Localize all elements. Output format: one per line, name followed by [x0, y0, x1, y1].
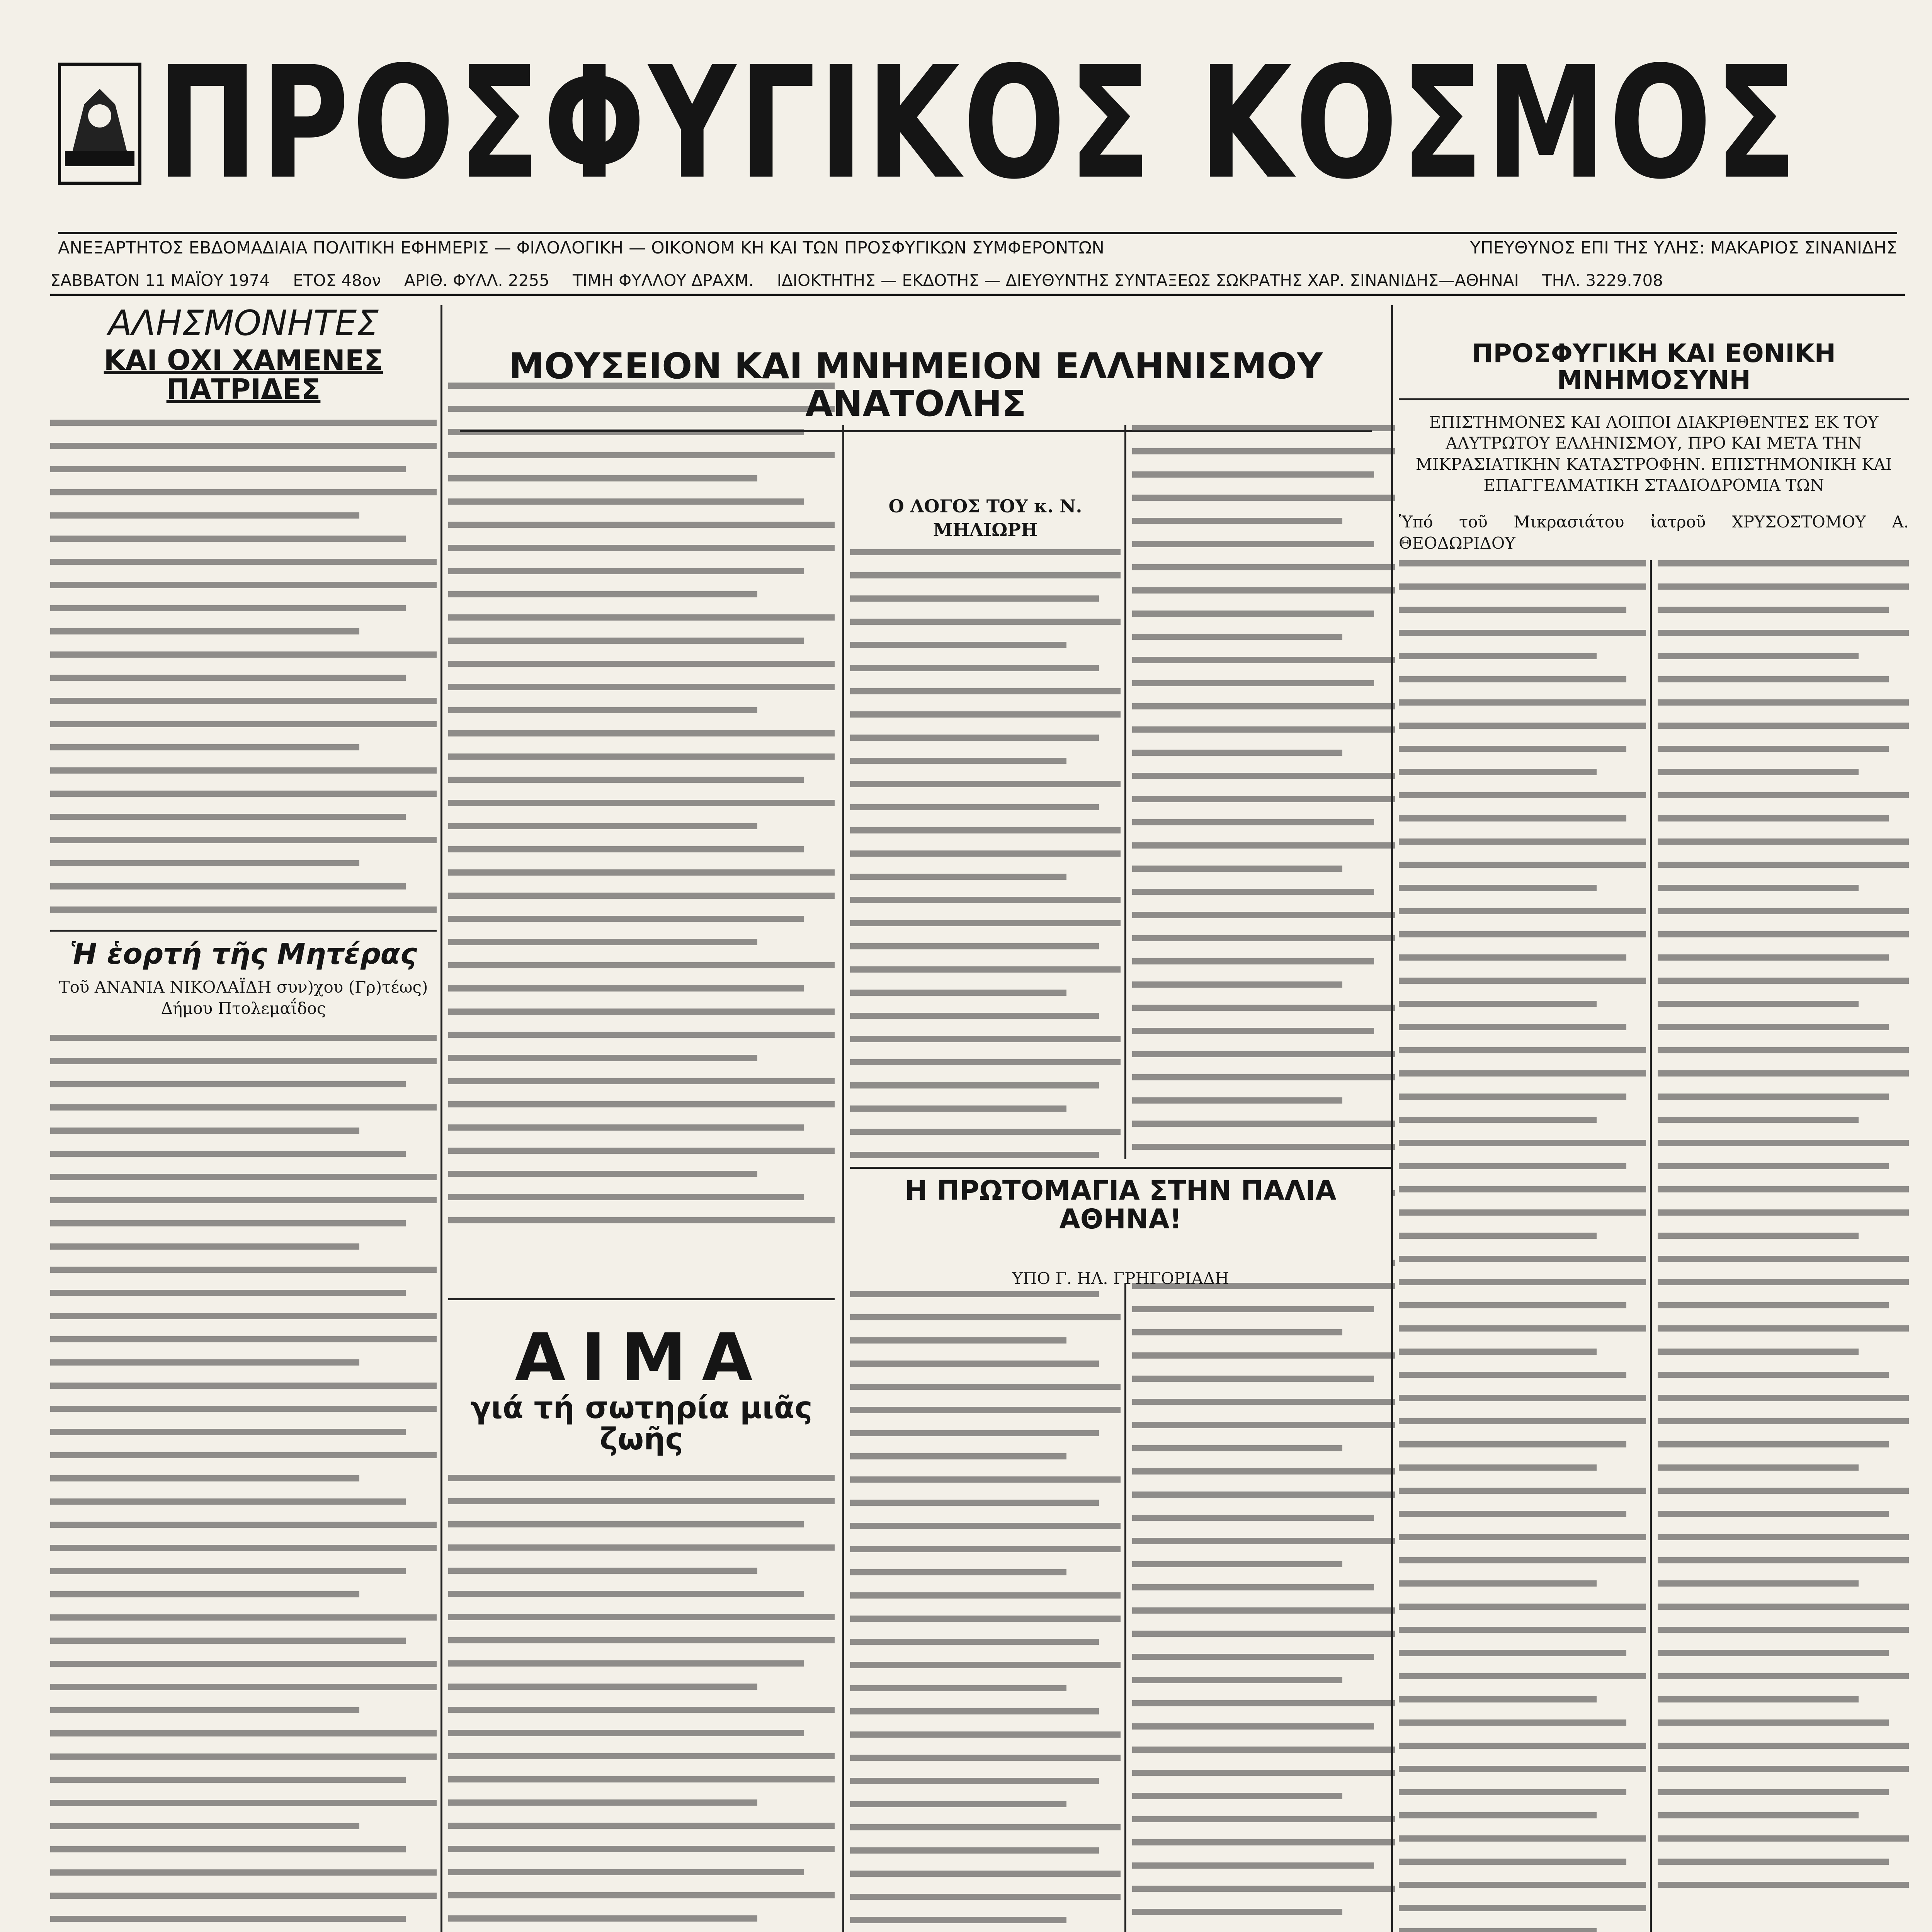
divider: [50, 930, 437, 932]
article-3-subtitle: γιά τή σωτηρία μιᾶς ζωῆς: [470, 1390, 813, 1457]
article-6-body-continued: [1658, 560, 1909, 1932]
issue-info-bar: [50, 267, 1905, 296]
article-6-body: [1399, 560, 1646, 1932]
issue-date: ΣΑΒΒΑΤΟΝ 11 ΜΑΪΟΥ 1974: [50, 270, 270, 290]
article-3-title: ΑΙΜΑ: [515, 1320, 768, 1396]
article-4-header: [460, 345, 1372, 425]
issue-number: ΑΡΙΘ. ΦΥΛΛ. 2255: [404, 270, 549, 290]
emblem-icon: [61, 73, 138, 174]
newspaper-title: ΠΡΟΣΦΥΓΙΚΟΣ ΚΟΣΜΟΣ: [157, 34, 1800, 213]
column-rule: [842, 425, 844, 1932]
column-5: [1399, 560, 1646, 1932]
article-6-header: [1399, 305, 1909, 553]
column-6: [1658, 560, 1909, 1932]
article-2-byline: Τοῦ ΑΝΑΝΙΑ ΝΙΚΟΛΑΪΔΗ συν)χου (Γρ)τέως) Δήμου Πτολεμαΐδος: [59, 978, 428, 1018]
subtitle: ΑΝΕΞΑΡΤΗΤΟΣ ΕΒΔΟΜΑΔΙΑΙΑ ΠΟΛΙΤΙΚΗ ΕΦΗΜΕΡΙΣ — ΦΙΛΟΛΟΓΙΚΗ — ΟΙΚΟΝΟΜ ΚΗ ΚΑΙ ΤΩΝ ΠΡΟΣΦΥΓΙΚΩΝ ΣΥΜΦΕΡΟΝΤΩΝ: [58, 238, 1104, 258]
divider: [448, 1298, 835, 1300]
column-rule: [440, 305, 442, 1932]
responsible-editor: ΥΠΕΥΘΥΝΟΣ ΕΠΙ ΤΗΣ ΥΛΗΣ: ΜΑΚΑΡΙΟΣ ΣΙΝΑΝΙΔΗΣ: [1470, 238, 1897, 258]
article-1-body-continued: [448, 383, 835, 1291]
column-1: [50, 305, 437, 1932]
issue-year: ΕΤΟΣ 48ον: [293, 270, 381, 290]
article-5-title: Η ΠΡΩΤΟΜΑΓΙΑ ΣΤΗΝ ΠΑΛΙΑ ΑΘΗΝΑ!: [905, 1175, 1337, 1235]
divider: [850, 1167, 1391, 1169]
column-2: [448, 305, 835, 1932]
publisher: ΙΔΙΟΚΤΗΤΗΣ — ΕΚΔΟΤΗΣ — ΔΙΕΥΘΥΝΤΗΣ ΣΥΝΤΑΞΕΩΣ ΣΩΚΡΑΤΗΣ ΧΑΡ. ΣΙΝΑΝΙΔΗΣ—ΑΘΗΝΑΙ: [777, 270, 1519, 290]
masthead-emblem: [58, 63, 141, 185]
article-6-byline: Ὑπό τοῦ Μικρασιάτου ἰατροῦ ΧΡΥΣΟΣΤΟΜΟΥ Α. ΘΕΟΔΩΡΙΔΟΥ: [1399, 512, 1909, 553]
article-3-body: [448, 1475, 835, 1932]
article-4-title: ΜΟΥΣΕΙΟΝ ΚΑΙ ΜΝΗΜΕΙΟΝ ΕΛΛΗΝΙΣΜΟΥ ΑΝΑΤΟΛΗΣ: [460, 348, 1372, 432]
article-1-subtitle: ΚΑΙ ΟΧΙ ΧΑΜΕΝΕΣ ΠΑΤΡΙΔΕΣ: [104, 344, 383, 406]
article-5-byline: ΥΠΟ Γ. ΗΛ. ΓΡΗΓΟΡΙΑΔΗ: [1012, 1269, 1229, 1288]
article-1-title: ΑΛΗΣΜΟΝΗΤΕΣ: [108, 303, 379, 344]
phone: ΤΗΛ. 3229.708: [1542, 270, 1663, 290]
article-6-subtitle: ΕΠΙΣΤΗΜΟΝΕΣ ΚΑΙ ΛΟΙΠΟΙ ΔΙΑΚΡΙΘΕΝΤΕΣ ΕΚ ΤΟΥ ΑΛΥΤΡΩΤΟΥ ΕΛΛΗΝΙΣΜΟΥ, ΠΡΟ ΚΑΙ ΜΕΤΑ ΤΗΝ ΜΙΚΡΑΣΙΑΤΙΚΗΝ ΚΑΤΑΣΤΡΟΦΗΝ. ΕΠΙΣΤΗΜΟΝΙΚΗ ΚΑΙ ΕΠΑΓΓΕΛΜΑΤΙΚΗ ΣΤΑΔΙΟΔΡΟΜΙΑ ΤΩΝ: [1415, 412, 1892, 495]
subtitle-bar: [58, 232, 1897, 261]
article-2-title: Ἡ ἑορτή τῆς Μητέρας: [70, 937, 417, 971]
article-2-body: [50, 1035, 437, 1932]
column-rule: [1650, 560, 1652, 1932]
issue-price: ΤΙΜΗ ΦΥΛΛΟΥ ΔΡΑΧΜ.: [572, 270, 754, 290]
masthead: [58, 23, 1897, 224]
article-5-header: [850, 1159, 1391, 1288]
article-1-body: [50, 420, 437, 922]
article-6-title: ΠΡΟΣΦΥΓΙΚΗ ΚΑΙ ΕΘΝΙΚΗ ΜΝΗΜΟΣΥΝΗ: [1399, 340, 1909, 400]
column-rule: [1391, 305, 1393, 1932]
article-4-byline: Ο ΛΟΓΟΣ ΤΟΥ κ. Ν. ΜΗΛΙΩΡΗ: [888, 496, 1082, 540]
